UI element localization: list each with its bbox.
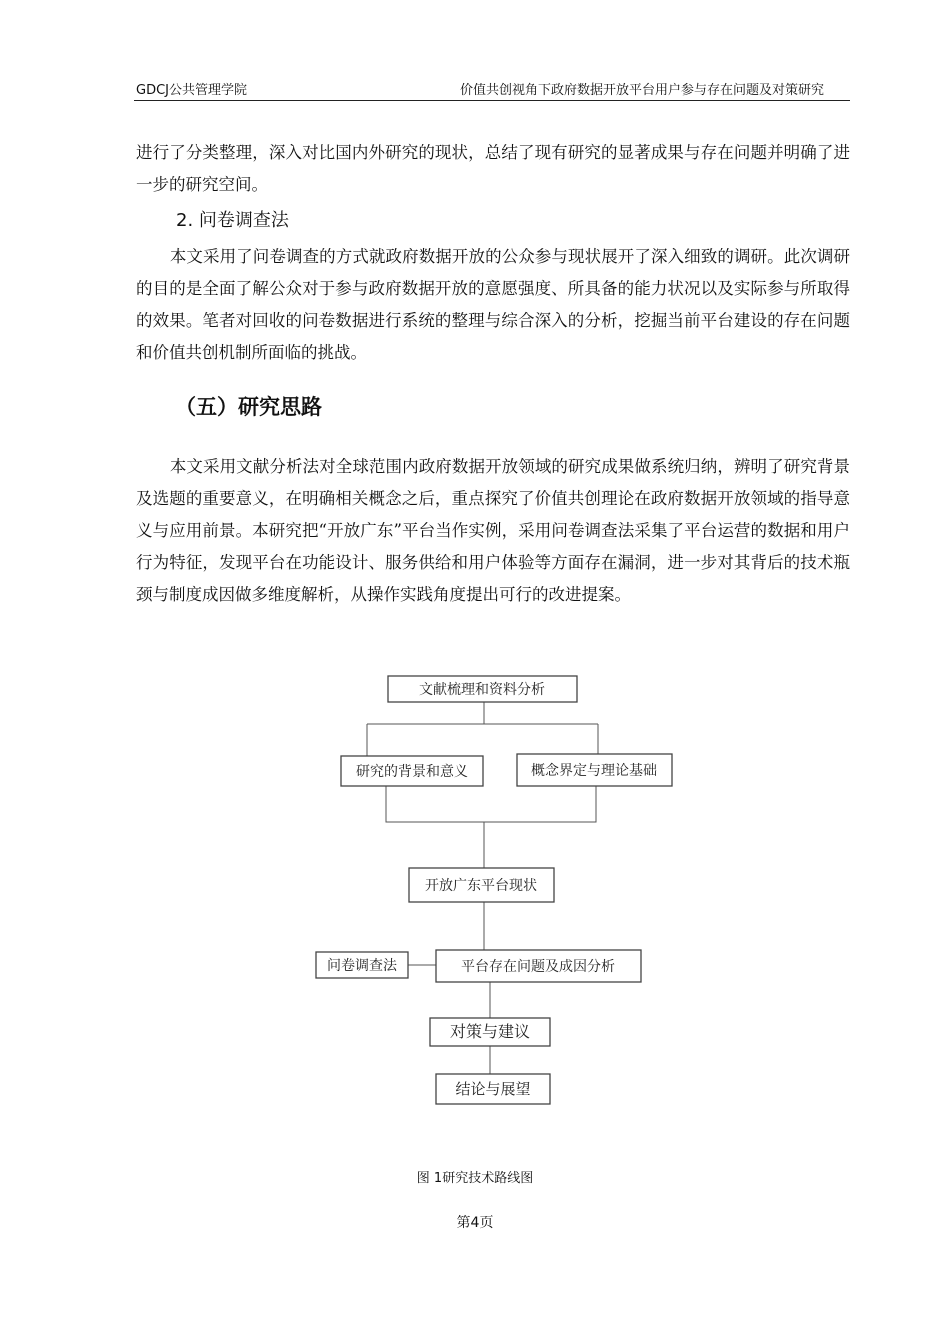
node-problems-label: 平台存在问题及成因分析 xyxy=(461,959,615,975)
node-literature xyxy=(388,676,577,702)
node-background-label: 研究的背景和意义 xyxy=(356,764,468,780)
node-concepts xyxy=(517,754,672,786)
node-status xyxy=(409,868,554,902)
node-conclusion xyxy=(436,1074,550,1104)
page-header-right: 价值共创视角下政府数据开放平台用户参与存在问题及对策研究 xyxy=(459,83,824,98)
node-concepts-label: 概念界定与理论基础 xyxy=(531,763,657,779)
node-countermeasures-label: 对策与建议 xyxy=(449,1022,531,1041)
node-countermeasures xyxy=(430,1018,550,1046)
page-header-left: GDCJ公共管理学院 xyxy=(136,83,247,98)
node-conclusion-label: 结论与展望 xyxy=(455,1080,531,1098)
connector-merge xyxy=(386,786,596,868)
node-problems xyxy=(436,950,641,982)
node-survey xyxy=(316,952,408,978)
body-paragraph-1: 进行了分类整理，深入对比国内外研究的现状，总结了现有研究的显著成果与存在问题并明确了进一步的研究空间。 xyxy=(136,143,850,194)
subheading-questionnaire: 2. 问卷调查法 xyxy=(176,210,289,231)
figure-caption: 图 1研究技术路线图 xyxy=(416,1171,534,1186)
body-paragraph-3: 本文采用文献分析法对全球范围内政府数据开放领域的研究成果做系统归纳，辨明了研究背景及选题的重要意义，在明确相关概念之后，重点探究了价值共创理论在政府数据开放领域的指导意义与应用前景。本研究把“开放广东”平台当作实例，采用问卷调查法采集了平台运营的数据和用户行为特征，发现平台在功能设计、服务供给和用户体验等方面存在漏洞，进一步对其背后的技术瓶颈与制度成因做多维度解析，从操作实践角度提出可行的改进提案。 xyxy=(136,457,850,604)
node-survey-label: 问卷调查法 xyxy=(327,958,397,974)
node-status-label: 开放广东平台现状 xyxy=(425,878,537,894)
page-number: 第4页 xyxy=(456,1215,494,1231)
node-background xyxy=(341,756,483,786)
connector-literature-split xyxy=(367,702,598,756)
section-heading-research-approach: （五）研究思路 xyxy=(175,395,322,419)
body-paragraph-2: 本文采用了问卷调查的方式就政府数据开放的公众参与现状展开了深入细致的调研。此次调研的目的是全面了解公众对于参与政府数据开放的意愿强度、所具备的能力状况以及实际参与所取得的效果。笔者对回收的问卷数据进行系统的整理与综合深入的分析，挖掘当前平台建设的存在问题和价值共创机制所面临的挑战。 xyxy=(136,247,850,362)
node-literature-label: 文献梳理和资料分析 xyxy=(419,682,545,698)
